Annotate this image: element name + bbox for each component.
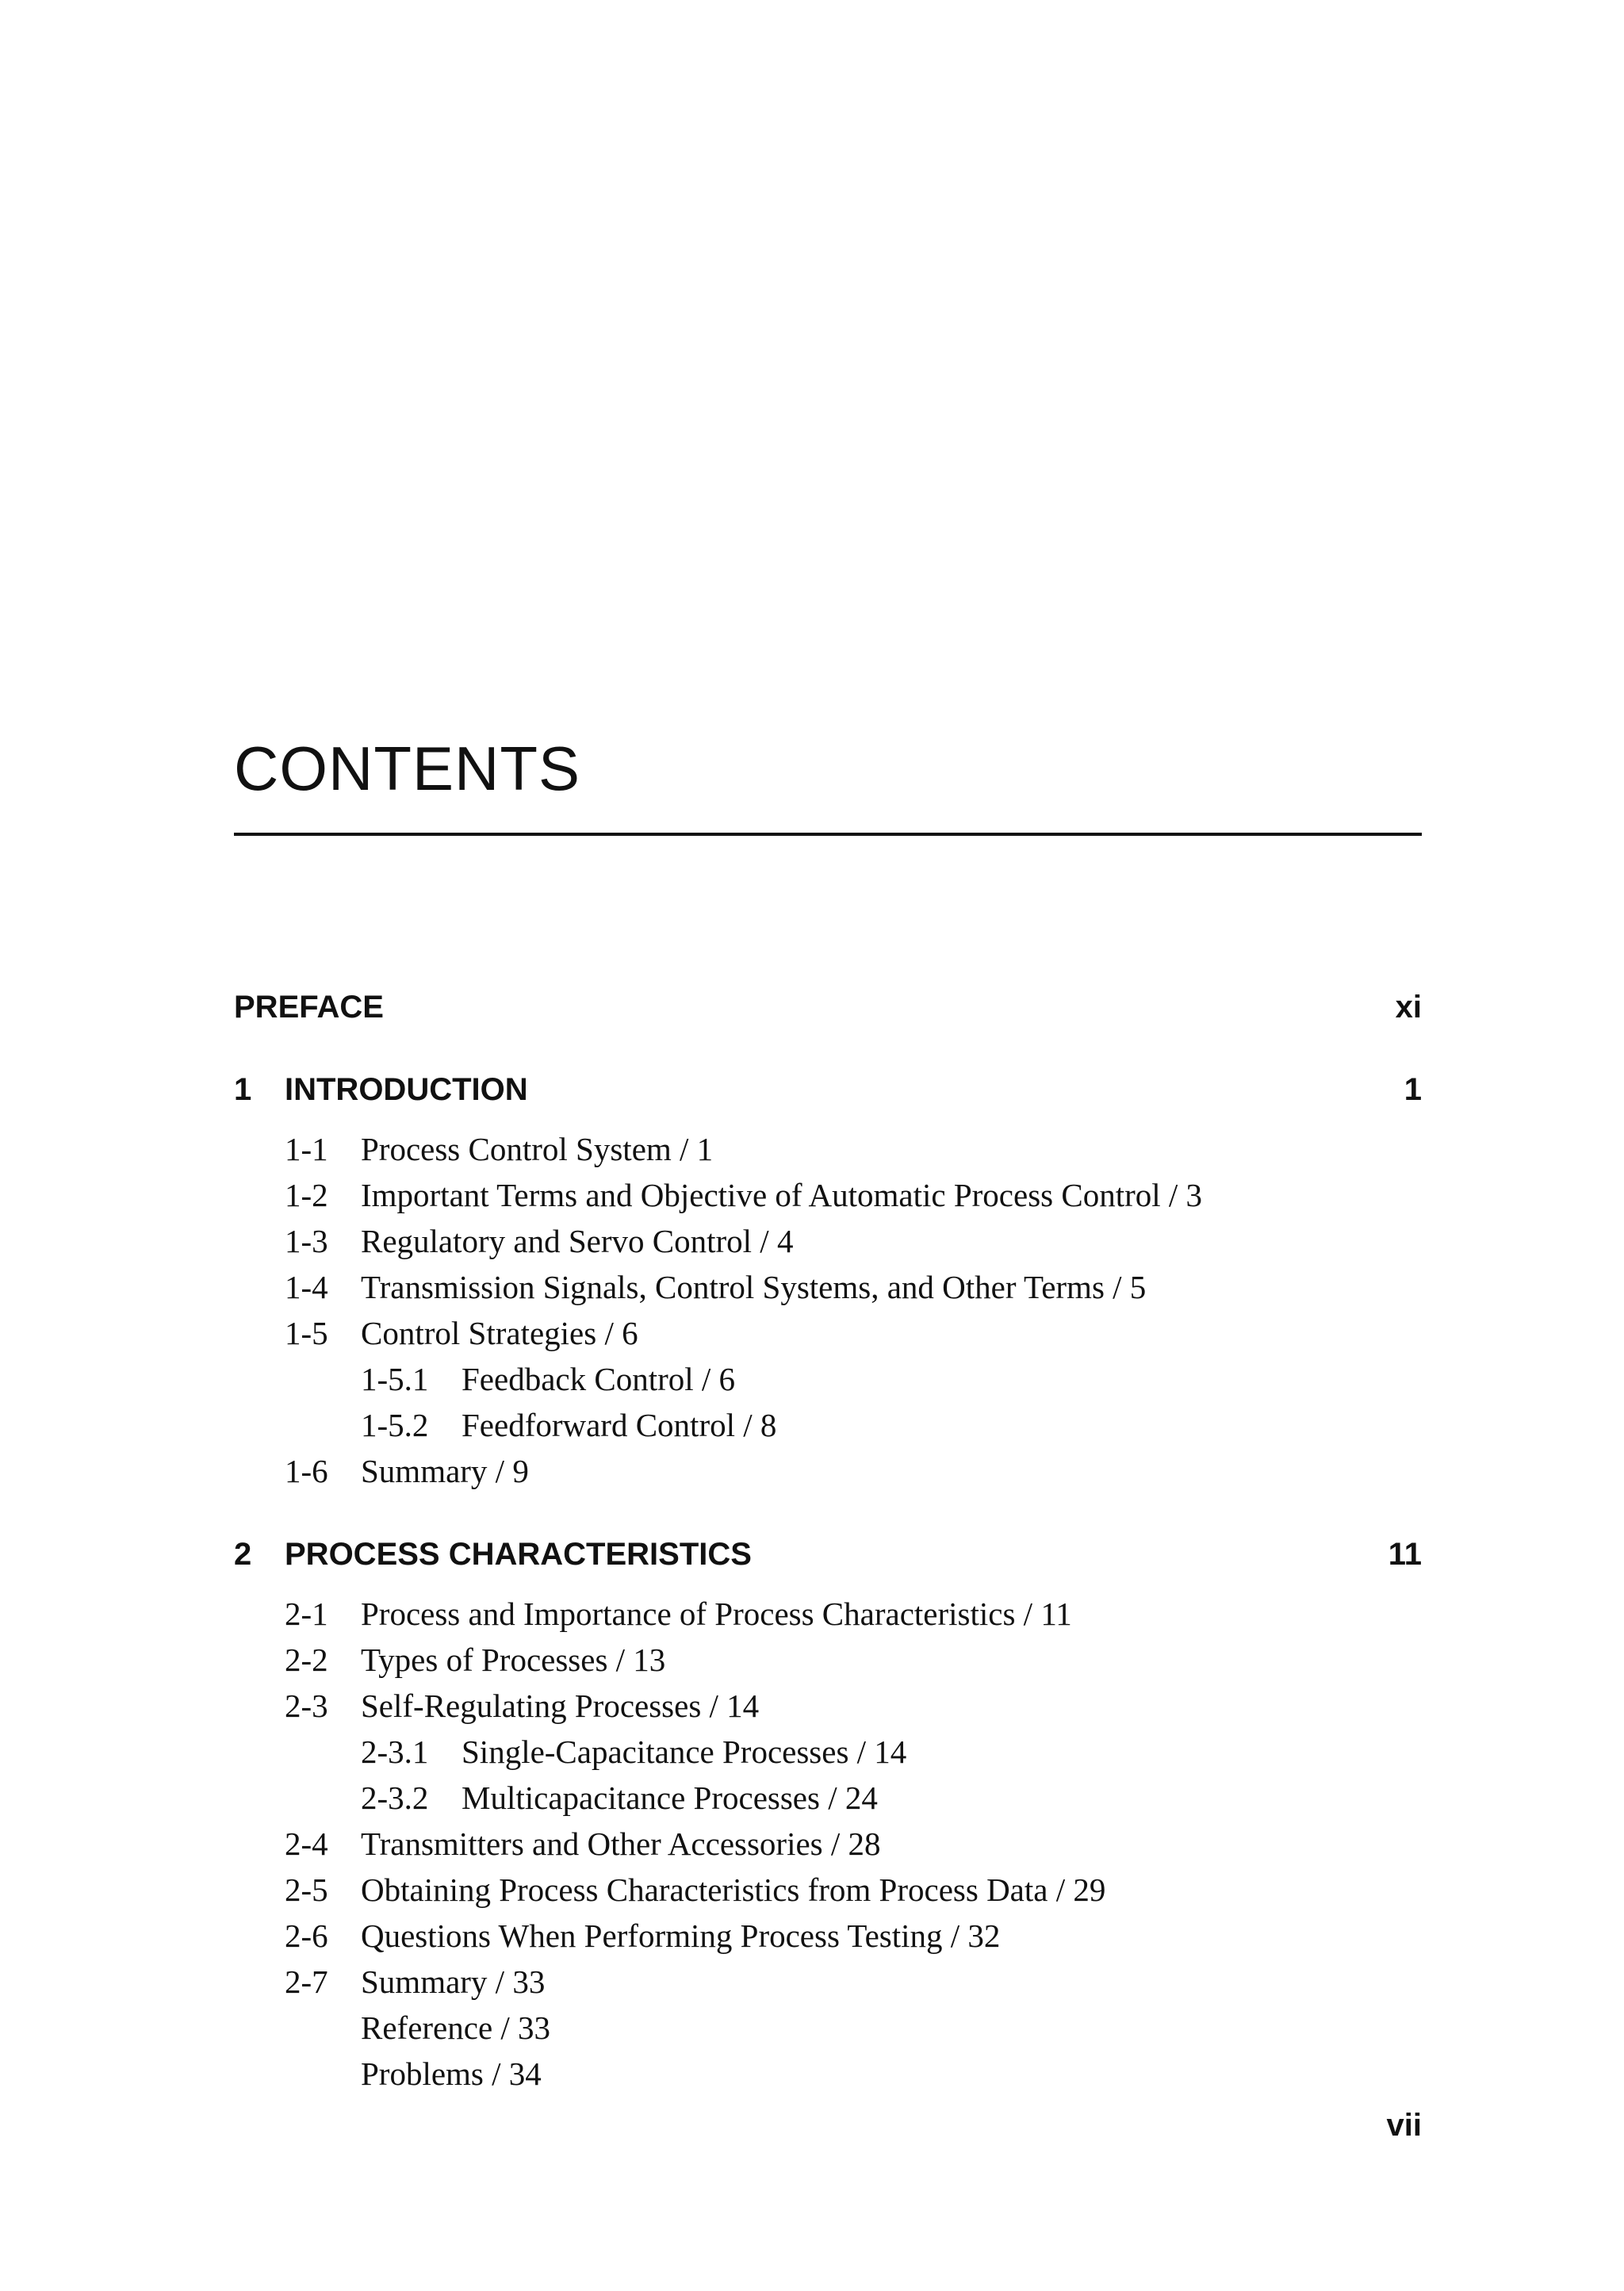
- title-rule: [234, 833, 1422, 836]
- chapter-page: 11: [1388, 1537, 1422, 1572]
- page-folio: vii: [1386, 2108, 1422, 2143]
- section-title: Questions When Performing Process Testing / 32: [361, 1917, 1001, 1954]
- toc-entry[interactable]: [234, 1448, 1422, 1494]
- reference-entry: Reference / 33: [361, 2009, 551, 2046]
- toc-preface[interactable]: [234, 983, 1422, 1031]
- section-title: Obtaining Process Characteristics from Process Data / 29: [361, 1871, 1106, 1908]
- toc-entry[interactable]: [234, 1637, 1422, 1683]
- toc-entry[interactable]: [234, 1218, 1422, 1264]
- toc-entry[interactable]: [234, 1821, 1422, 1867]
- toc-subentry[interactable]: [234, 1356, 1422, 1402]
- toc-entry[interactable]: [234, 1310, 1422, 1356]
- page-title: CONTENTS: [234, 734, 580, 803]
- section-title: Control Strategies / 6: [361, 1315, 638, 1351]
- table-of-contents: [234, 983, 1422, 2097]
- toc-entry[interactable]: [234, 1683, 1422, 1729]
- section-title: Summary / 9: [361, 1453, 529, 1489]
- chapter-2-entries: [234, 1591, 1422, 2097]
- preface-page: xi: [1395, 990, 1422, 1025]
- subsection-number: 1-5.2: [361, 1407, 429, 1443]
- toc-entry[interactable]: [234, 1591, 1422, 1637]
- toc-entry[interactable]: [234, 1867, 1422, 1913]
- section-number: 2-3: [285, 1688, 328, 1724]
- section-number: 1-1: [285, 1131, 328, 1167]
- section-number: 2-6: [285, 1917, 328, 1954]
- section-title: Transmission Signals, Control Systems, and Other Terms / 5: [361, 1269, 1147, 1305]
- subsection-title: Multicapacitance Processes / 24: [462, 1780, 878, 1816]
- toc-entry[interactable]: [234, 1126, 1422, 1172]
- section-number: 2-4: [285, 1826, 328, 1862]
- section-title: Important Terms and Objective of Automatic Process Control / 3: [361, 1177, 1203, 1213]
- subsection-number: 2-3.1: [361, 1734, 429, 1770]
- subsection-title: Single-Capacitance Processes / 14: [462, 1734, 907, 1770]
- toc-chapter-2[interactable]: [234, 1531, 1422, 1578]
- section-number: 1-3: [285, 1223, 328, 1259]
- section-number: 1-4: [285, 1269, 328, 1305]
- toc-unnumbered-entry[interactable]: [234, 2005, 1422, 2051]
- chapter-number: 2: [234, 1537, 252, 1572]
- section-number: 2-2: [285, 1642, 328, 1678]
- toc-entry[interactable]: [234, 1959, 1422, 2005]
- toc-chapter-1[interactable]: [234, 1066, 1422, 1113]
- section-title: Types of Processes / 13: [361, 1642, 666, 1678]
- subsection-title: Feedforward Control / 8: [462, 1407, 777, 1443]
- section-title: Summary / 33: [361, 1963, 546, 2000]
- section-number: 1-2: [285, 1177, 328, 1213]
- toc-subentry[interactable]: [234, 1775, 1422, 1821]
- chapter-number: 1: [234, 1072, 252, 1107]
- toc-subentry[interactable]: [234, 1729, 1422, 1775]
- chapter-title: INTRODUCTION: [285, 1072, 528, 1107]
- section-number: 2-5: [285, 1871, 328, 1908]
- toc-subentry[interactable]: [234, 1402, 1422, 1448]
- section-title: Regulatory and Servo Control / 4: [361, 1223, 794, 1259]
- section-title: Transmitters and Other Accessories / 28: [361, 1826, 881, 1862]
- toc-entry[interactable]: [234, 1264, 1422, 1310]
- section-number: 2-1: [285, 1596, 328, 1632]
- section-title: Self-Regulating Processes / 14: [361, 1688, 760, 1724]
- problems-entry: Problems / 34: [361, 2055, 542, 2092]
- toc-entry[interactable]: [234, 1913, 1422, 1959]
- chapter-1-entries: [234, 1126, 1422, 1494]
- chapter-title: PROCESS CHARACTERISTICS: [285, 1537, 752, 1572]
- section-title: Process Control System / 1: [361, 1131, 714, 1167]
- preface-title: PREFACE: [234, 990, 384, 1025]
- toc-unnumbered-entry[interactable]: [234, 2051, 1422, 2097]
- section-number: 1-5: [285, 1315, 328, 1351]
- subsection-number: 2-3.2: [361, 1780, 429, 1816]
- subsection-title: Feedback Control / 6: [462, 1361, 736, 1397]
- section-number: 1-6: [285, 1453, 328, 1489]
- section-number: 2-7: [285, 1963, 328, 2000]
- toc-entry[interactable]: [234, 1172, 1422, 1218]
- section-title: Process and Importance of Process Characteristics / 11: [361, 1596, 1072, 1632]
- subsection-number: 1-5.1: [361, 1361, 429, 1397]
- chapter-page: 1: [1404, 1072, 1422, 1107]
